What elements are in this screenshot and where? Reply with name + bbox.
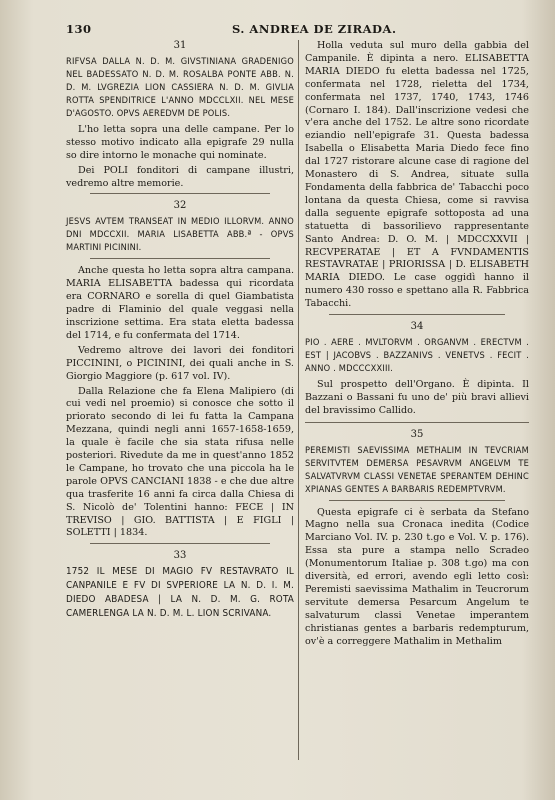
separator-rule [90, 543, 270, 544]
separator-rule [90, 258, 270, 259]
commentary-35: Questa epigrafe ci è serbata da Stefano Magno nella sua Cronaca inedita (Codice Marciano Vol. IV. p. 230 t.go e Vol. V. p. 176). Essa sta pure a stampa nello Scradeo (Monumentorum Italiae p. 308 t.go) ma con diversità, ed errori, avendo egli letto così: Peremisti saevissima Mathalim in Teucrorum servitute demersa Pesarcum Angelum te salvaturum classi Venetae imperantem christianas gentes a barbaris redempturum, ov'è a correggere Mathalim in Methalim [305, 506, 529, 647]
right-column [305, 40, 529, 651]
commentary-32-p2: Vedremo altrove dei lavori dei fonditori PICCININI, o PICININI, dei quali anche in S. Giorgio Maggiore (p. 617 vol. IV). [66, 344, 294, 382]
commentary-32-p1: Anche questa ho letta sopra altra campana. MARIA ELISABETTA badessa qui ricordata era CORNARO e sorella di quel Giambatista padre di Flaminio del quale veggasi nella inscrizione settima. Era stata eletta badessa del 1714, e fu confermata del 1714. [66, 265, 294, 341]
commentary-32-p3: Dalla Relazione che fa Elena Malipiero (di cui vedi nel proemio) si conosce che sotto il priorato secondo di lei fu fatta la Campana Mezzana, quindi negli anni 1657-1658-1659, la quale è facile che sia stata rifusa nelle posteriori. Rivedute da me in quest'anno 1852 le Campane, ho trovato che una piccola ha le parole OPVS CANCIANI 1838 - e che due altre qua trasferite 16 anni fa circa dalla Chiesa di S. Nicolò de' Tolentini hanno: FECE | IN TREVISO | GIO. BATTISTA | E FIGLI | SOLETTI | 1834. [66, 385, 294, 539]
column-divider [298, 40, 299, 760]
inscription-35: PEREMISTI SAEVISSIMA METHALIM IN TEVCRIAM SERVITVTEM DEMERSA PESAVRVM ANGELVM TE SALVATVRVM CLASSI VENETAE SPERANTEM DEHINC XPIANAS GENTES A BARBARIS REDEMPTVRVM. [305, 444, 529, 495]
epigraph-number-35: 35 [410, 428, 424, 440]
left-column [66, 40, 294, 625]
commentary-31-p1: L'ho letta sopra una delle campane. Per lo stesso motivo indicato alla epigrafe 29 nulla so dire intorno le monache qui nominate. [66, 123, 294, 161]
commentary-31-p2: Dei POLI fonditori di campane illustri, vedremo altre memorie. [66, 164, 294, 189]
separator-rule [90, 193, 270, 194]
page-number: 130 [66, 22, 92, 36]
inscription-33: 1752 IL MESE DI MAGIO FV RESTAVRATO IL CANPANILE E FV DI SVPERIORE LA N. D. I. M. DIEDO ABADESA | LA N. D. M. G. ROTA CAMERLENGA LA N. D. M. L. LION SCRIVANA. [66, 566, 294, 620]
separator-rule [329, 314, 505, 315]
commentary-33: Holla veduta sul muro della gabbia del Campanile. È dipinta a nero. ELISABETTA MARIA DIEDO fu eletta badessa nel 1725, confermata nel 1728, rieletta del 1734, confermata nel 1737, 1740, 1743, 1746 (Cornaro I. 184). Dall'inscrizione vedesi che v'era anche del 1752. Le altre sono ricordate eziandio nell'epigrafe 31. Questa badessa Isabella o Elisabetta Maria Diedo fece fino dal 1727 ristorare alcune case di ragione del Monastero di S. Andrea, situate sulla Fondamenta della fabbrica de' Tabacchi poco lontana da questa Chiesa, come si ravvisa dalla seguente epigrafe sottoposta ad una statuetta di bassorilievo rappresentante Santo Andrea: D. O. M. | MDCCXXVII | RECVPERATAE | ET A FVNDAMENTIS RESTAVRATAE | PRIORISSA | D. ELISABETH MARIA DIEDO. Le case oggidì hanno il numero 430 rosso e spettano alla R. Fabbrica Tabacchi. [305, 40, 529, 310]
separator-rule [305, 422, 529, 423]
epigraph-number-33: 33 [173, 550, 187, 562]
commentary-34: Sul prospetto dell'Organo. È dipinta. Il Bazzani o Bassani fu uno de' più bravi allievi del bravissimo Callido. [305, 378, 529, 416]
epigraph-number-31: 31 [173, 40, 187, 51]
separator-rule [329, 500, 505, 501]
running-header [66, 22, 525, 40]
inscription-34: PIO . AERE . MVLTORVM . ORGANVM . ERECTVM . EST | JACOBVS . BAZZANIVS . VENETVS . FECIT . ANNO . MDCCCXXIII. [305, 336, 529, 374]
epigraph-number-32: 32 [173, 200, 187, 212]
inscription-32: JESVS AVTEM TRANSEAT IN MEDIO ILLORVM. ANNO DNI MDCCXII. MARIA LISABETTA ABB.ª - OPVS MARTINI PICININI. [66, 216, 294, 254]
epigraph-number-34: 34 [410, 321, 424, 333]
inscription-31: RIFVSA DALLA N. D. M. GIVSTINIANA GRADENIGO NEL BADESSATO N. D. M. ROSALBA PONTE ABB. N. D. M. LVGREZIA LION CASSIERA N. D. M. GIVLIA ROTTA SPENDITRICE L'ANNO MDCCLXII. NEL MESE D'AGOSTO. OPVS AEREDVM DE POLIS. [66, 55, 294, 119]
running-title: S. ANDREA DE ZIRADA. [232, 22, 397, 36]
